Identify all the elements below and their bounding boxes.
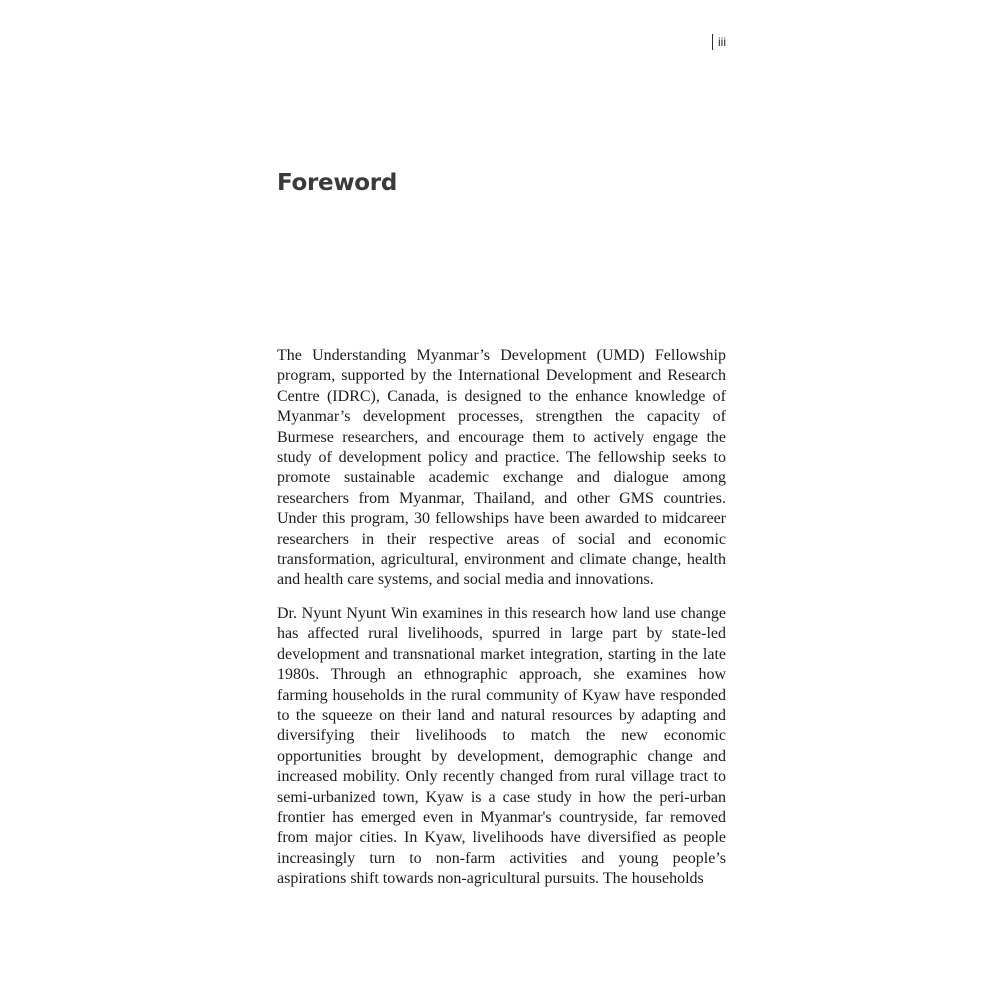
body-text: [277, 346, 726, 903]
page-title: Foreword: [277, 170, 397, 196]
page-number-label: iii: [718, 35, 726, 49]
page-number-divider: [712, 34, 713, 50]
page-number: [712, 34, 726, 50]
paragraph-2: Dr. Nyunt Nyunt Win examines in this research how land use change has affected rural livelihoods, spurred in large part by state-led development and transnational market integration, starting in the late 1980s. Through an ethnographic approach, she examines how farming households in the rural community of Kyaw have responded to the squeeze on their land and natural resources by adapting and diversifying their livelihoods to match the new economic opportunities brought by development, demographic change and increased mobility. Only recently changed from rural village tract to semi-urbanized town, Kyaw is a case study in how the peri-urban frontier has emerged even in Myanmar's countryside, far removed from major cities. In Kyaw, livelihoods have diversified as people increasingly turn to non-farm activities and young people’s aspirations shift towards non-agricultural pursuits. The households: [277, 604, 726, 888]
paragraph-1: The Understanding Myanmar’s Development (UMD) Fellowship program, supported by the International Development and Research Centre (IDRC), Canada, is designed to the enhance knowledge of Myanmar’s development processes, strengthen the capacity of Burmese researchers, and encourage them to actively engage the study of development policy and practice. The fellowship seeks to promote sustainable academic exchange and dialogue among researchers from Myanmar, Thailand, and other GMS countries. Under this program, 30 fellowships have been awarded to midcareer researchers in their respective areas of social and economic transformation, agricultural, environment and climate change, health and health care systems, and social media and innovations.: [277, 347, 726, 589]
